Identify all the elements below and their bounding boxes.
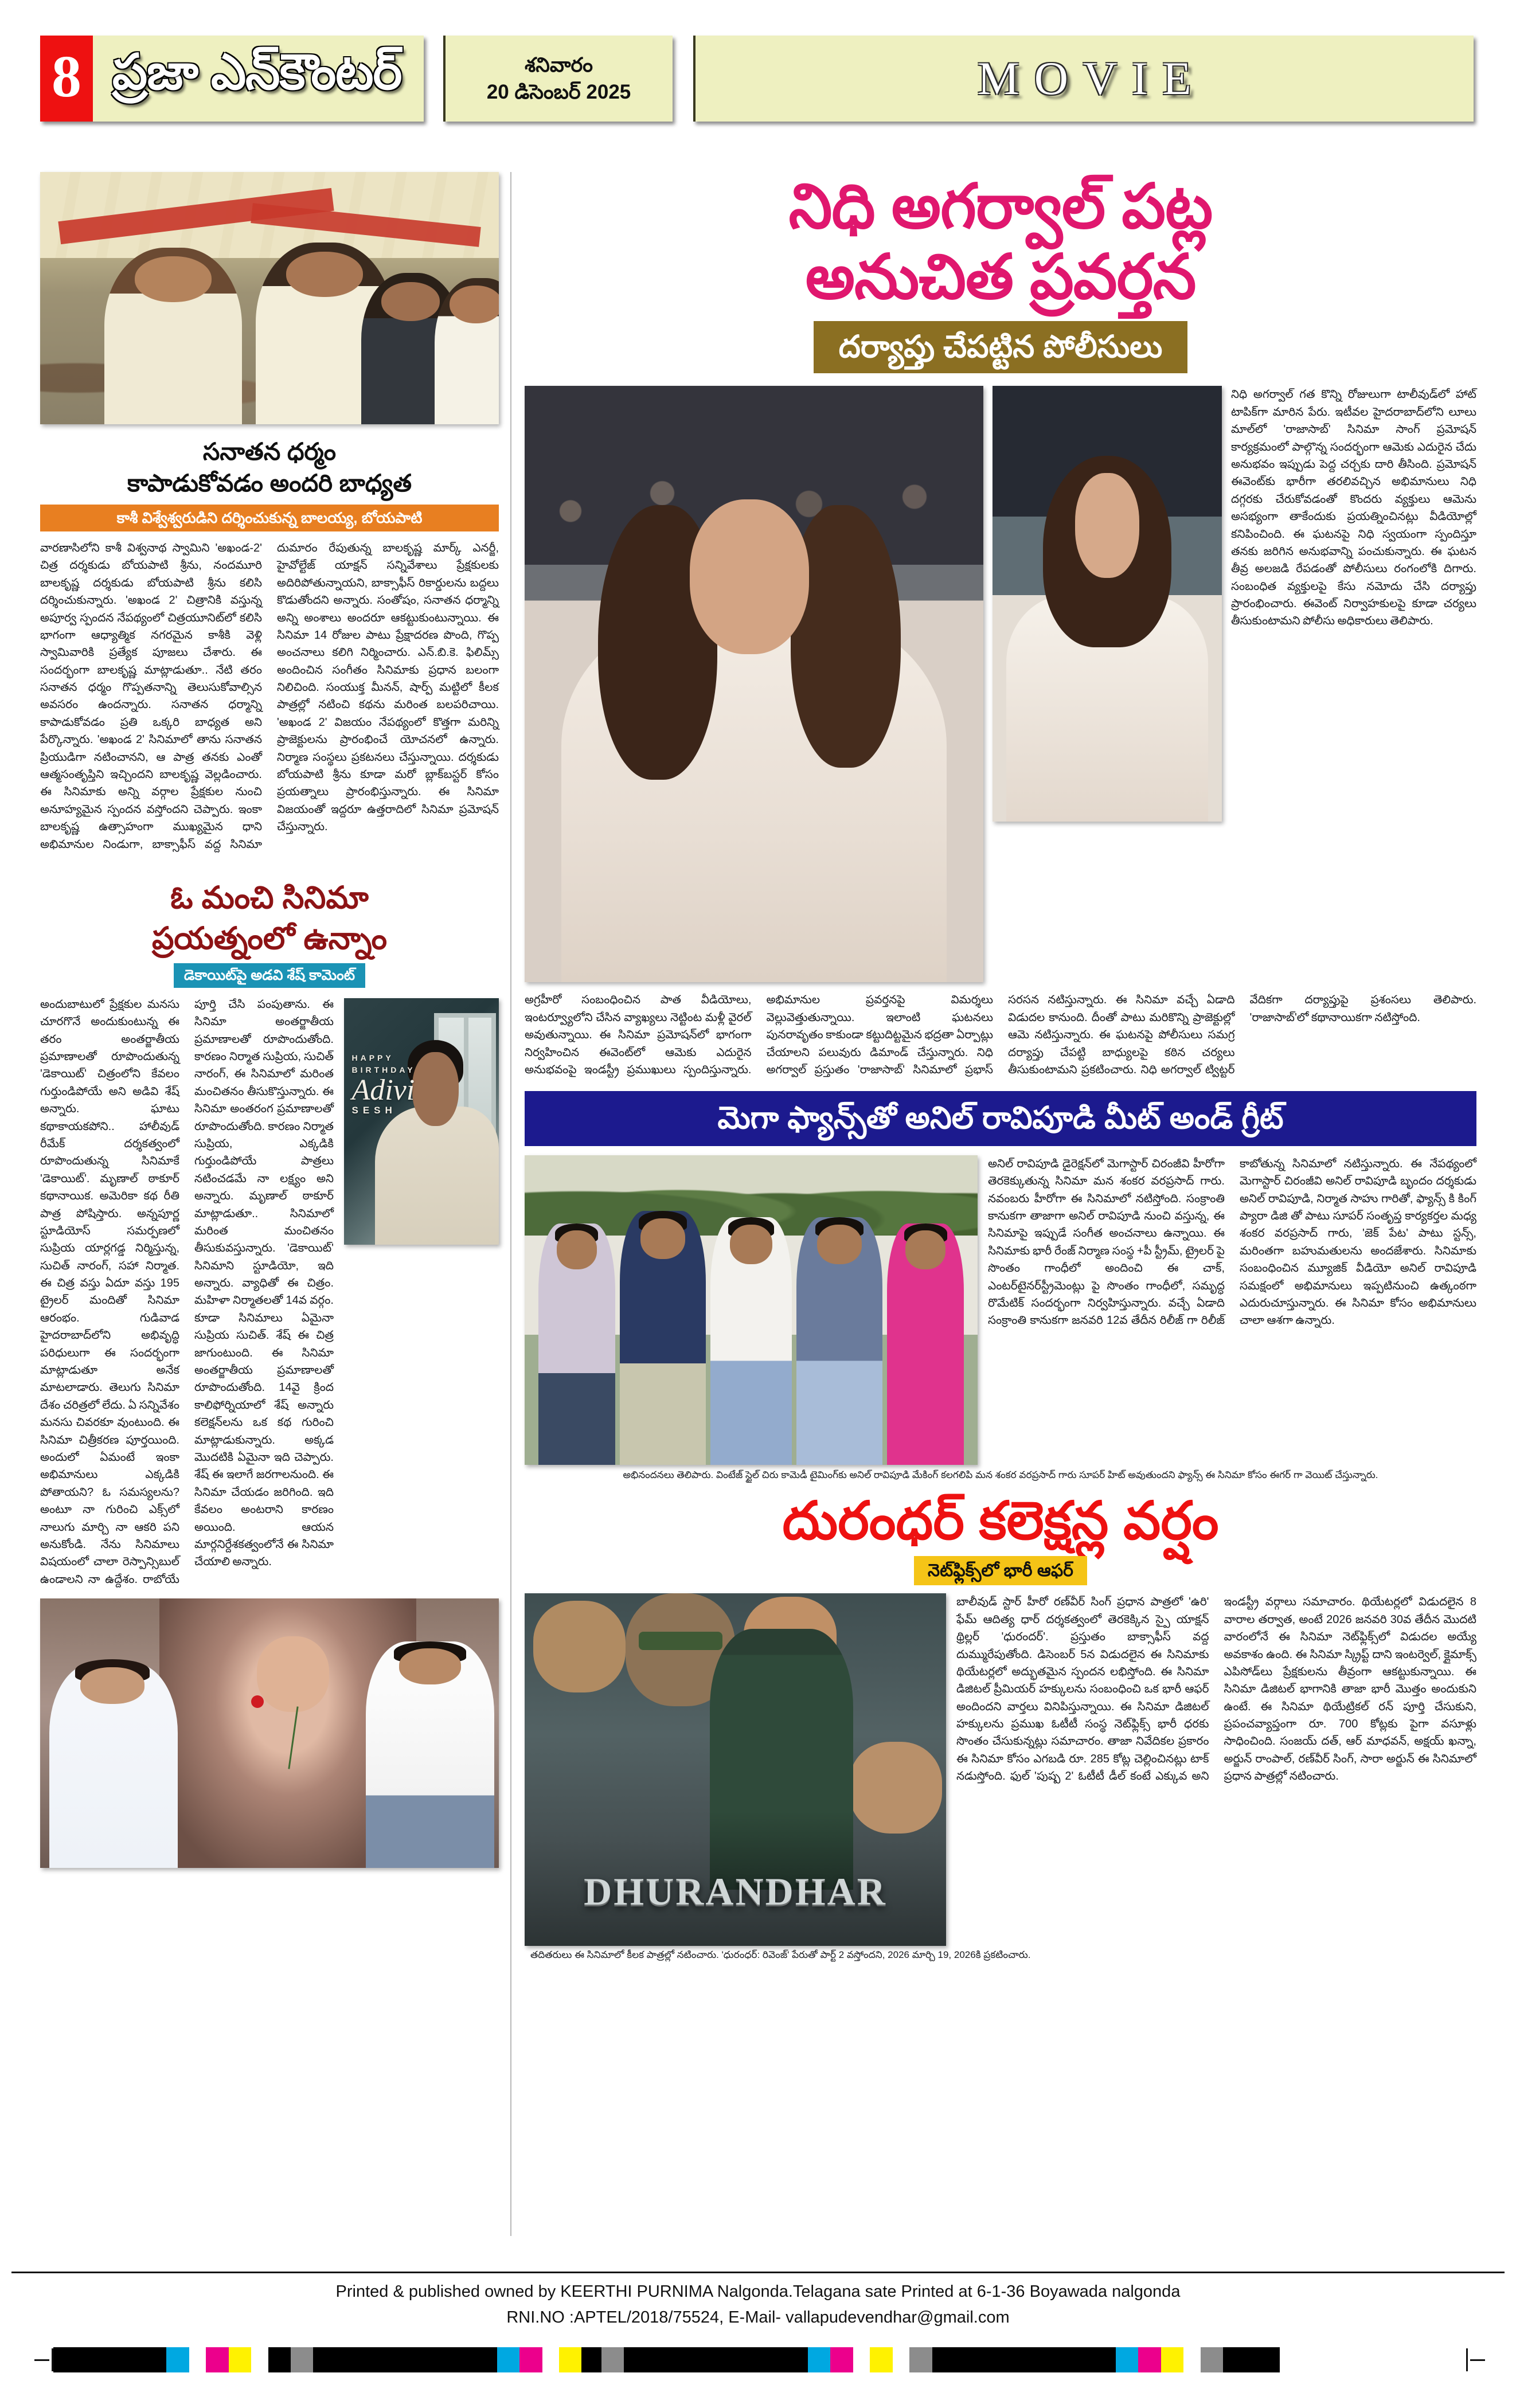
anil-ravipudi-banner: మెగా ఫ్యాన్స్‌తో అనిల్ రావిపూడి మీట్ అండ్ గ్రీట్ [525,1091,1476,1146]
nidhi-agarwal-portrait-photo [993,386,1222,822]
column-divider [510,172,511,2236]
anil-ravipudi-caption: అభినందనలు తెలిపారు. వింటేజ్ స్టైల్ చిరు కామెడీ టైమింగ్‌కు అనిల్ రావిపూడి మేకింగ్ కలగలిపి మన శంకర వరప్రసాద్ గారు సూపర్ హిట్ అవుతుందని ఫ్యాన్స్ ఈ సినిమా కోసం ఈగర్ గా వెయిట్ చేస్తున్నారు. [623,1469,1378,1480]
left-column [40,172,499,1868]
right-column [525,172,1476,1962]
dhurandhar-movie-poster [525,1593,946,1946]
poster-name: Adivi [351,1074,415,1107]
paper-name: ప్రజా ఎన్‌కౌంటర్ [112,45,402,100]
left-story2-headline-line1: ఓ మంచి సినిమా [170,881,369,915]
dhurandhar-body: బాలీవుడ్ స్టార్ హీరో రణ్‌వీర్ సింగ్ ప్రధాన పాత్రలో 'ఉరి' ఫేమ్ ఆదిత్య ధార్ దర్శకత్వంలో తెరకెక్కిన స్పై యాక్షన్ థ్రిల్లర్ 'ధురందర్'. ప్రస్తుతం బాక్సాఫీస్ వద్ద దుమ్మురేపుతోంది. డిసెంబర్ 5న విడుదలైన ఈ సినిమాకు థియేటర్లలో అద్భుతమైన స్పందన లభిస్తోంది. ఈ సినిమా డిజిటల్ ప్రీమియర్ హక్కులను సంబంధించి ఒక భారీ ఆఫర్ అందిందని వార్తలు వినిపిస్తున్నాయి. ఈ సినిమా డిజిటల్ హక్కులను ప్రముఖ ఓటీటీ సంస్థ నెట్‌ఫ్లిక్స్ భారీ ధరకు సొంతం చేసుకున్నట్లు సమాచారం. తాజా నివేదికల ప్రకారం ఈ సినిమా కోసం ఎగబడి రూ. 285 కోట్ల చెల్లించినట్లు టాక్ నడుస్తోంది. ఫుల్ 'పుష్ప 2' ఓటీటీ డీల్ కంటే ఎక్కువ అని ఇండస్ట్రీ వర్గాలు సమాచారం. థియేటర్లలో విడుదలైన 8 వారాల తర్వాత, అంటే 2026 జనవరి 30వ తేదీన మొదటి వారంలోనే ఈ సినిమా నెట్‌ఫ్లిక్స్‌లో విడుదల అయ్యే అవకాశం ఉంది. ఈ సినిమా స్క్రిప్ట్ దాని ఇంటర్వెల్, క్లైమాక్స్ ఎపిసోడ్‌లు ప్రేక్షకులను తీవ్రంగా ఆకట్టుకున్నాయి. ఈ సినిమా డిజిటల్ భాగానికి తాజా భారీ మొత్తం అందుకుని ఉంటే. ఈ సినిమా థియేట్రికల్ రన్ పూర్తి చేసుకుని, ప్రపంచవ్యాప్తంగా రూ. 700 కోట్లకు పైగా వసూళ్లు సాధించింది. సంజయ్ దత్, ఆర్ మాధవన్, అక్షయ్ ఖన్నా, అర్జున్ రాంపాల్, రణ్‌వీర్ సింగ్, సారా అర్జున్ ఈ సినిమాలో ప్రధాన పాత్రల్లో నటించారు. [956,1596,1476,1783]
nidhi-agarwal-event-photo-large [525,386,983,982]
left-story2-subbar: డెకాయిట్‌పై అడవి శేష్ కామెంట్ [174,963,365,988]
left-story1-headline-line1: సనాతన ధర్మం [202,438,337,465]
poster-surname: SESH [351,1104,397,1116]
masthead-date-panel [443,36,673,122]
lead-headline-line1: నిధి అగర్వాల్ పట్ల [788,171,1213,241]
left-story1-subbar: కాశీ విశ్వేశ్వరుడిని దర్శించుకున్న బాలయ్య, బోయపాటి [40,505,499,531]
masthead-weekday: శనివారం [525,53,593,76]
footer-line2: RNI.NO :APTEL/2018/75524, E-Mail- vallapudevendhar@gmail.com [506,2308,1010,2327]
lead-headline-line2: అనుచిత ప్రవర్తన [805,241,1196,311]
left-story1-headline-line2: కాపాడుకోవడం అందరి బాధ్యత [127,470,412,497]
footer [0,2279,1516,2331]
anil-ravipudi-megastar-group-photo [525,1155,978,1465]
lead-body-top: నిధి అగర్వాల్ గత కొన్ని రోజులుగా టాలీవుడ్‌లో హాట్ టాపిక్‌గా మారిన పేరు. ఇటీవల హైదరాబాద్‌లోని లూలు మాల్‌లో 'రాజాసాబ్' సినిమా సాంగ్ ప్రమోషన్ కార్యక్రమంలో పాల్గొన్న సందర్భంగా ఆమెకు ఎదురైన చేదు అనుభవం ఇప్పుడు పెద్ద చర్చకు దారి తీసింది. ప్రమోషన్ ఈవెంట్‌కు భారీగా తరలివచ్చిన అభిమానులు నిధి దగ్గరకు చేరుకోవడంతో కొందరు వ్యక్తులు ఆమెను అసభ్యంగా తాకేందుకు ప్రయత్నించినట్లు వీడియోల్లో కనిపించింది. ఈ ఘటనపై నిధి స్వయంగా స్పందిస్తూ తనకు జరిగిన అనుభవాన్ని పంచుకున్నారు. ఈ ఘటన తీవ్ర అలజడి రేపడంతో పోలీసులు రంగంలోకి దిగారు. సంబంధిత వ్యక్తులపై కేసు నమోదు చేసి దర్యాప్తు ప్రారంభించారు. ఈవెంట్ నిర్వాహకులపై కూడా చర్యలు తీసుకుంటామని పోలీసు అధికారులు తెలిపారు. [1231,388,1476,628]
balakrishna-kashi-temple-photo [40,172,499,424]
left-story1-body: వారణాసిలోని కాశీ విశ్వనాథ స్వామిని 'అఖండ-2' చిత్ర దర్శకుడు బోయపాటి శ్రీను, నందమూరి బాలకృష్ణ దర్శకుడు బోయపాటి శ్రీను కలిసి దర్శించుకున్నారు. 'అఖండ 2' చిత్రానికి వస్తున్న అపూర్వ స్పందన నేపథ్యంలో చిత్రయూనిట్‌లో కలిసి భాగంగా ఆధ్యాత్మిక నగరమైన కాశీకి వెళ్లి స్వామివారికి ప్రత్యేక పూజలు చేశారు. ఈ సందర్భంగా బాలకృష్ణ మాట్లాడుతూ.. నేటి తరం సనాతన ధర్మం గొప్పతనాన్ని తెలుసుకోవాల్సిన అవసరం ఉందన్నారు. సనాతన ధర్మాన్ని కాపాడుకోవడం ప్రతి ఒక్కరి బాధ్యత అని పేర్కొన్నారు. 'అఖండ 2' సినిమాలో తాను సనాతన ప్రియుడిగా నటించానని, ఆ పాత్ర తనకు ఎంతో ఆత్మసంతృప్తిని ఇచ్చిందని బాలకృష్ణ వెల్లడించారు. ఈ సినిమాకు అన్ని వర్గాల ప్రేక్షకుల నుంచి అనూహ్యమైన స్పందన వస్తోందని చెప్పారు. ఇంకా బాలకృష్ణ ఉత్సాహంగా ముఖ్యమైన ధాని అభిమానుల నిండుగా, బాక్సాఫీస్ వద్ద సినిమా దుమారం రేపుతున్న బాలకృష్ణ మార్క్ ఎనర్జీ, హైవోల్టేజ్ యాక్షన్ సన్నివేశాలు ప్రేక్షకులకు అదిరిపోతున్నాయని, బాక్సాఫీస్ రికార్డులను బద్దలు కొడుతోందని అన్నారు. సంతోషం, సనాతన ధర్మాన్ని అన్ని అంశాలు అందరూ ఆకట్టుకుంటున్నాయి. ఈ సినిమా 14 రోజుల పాటు ప్రేక్షాదరణ పొంది, గొప్ప అంచనాలు కలిగి నిర్మించారు. ఎన్.బి.కె. ఫిలిమ్స్ అందించిన సంగీతం సినిమాకు ప్రధాన బలంగా నిలిచింది. సంయుక్త మీనన్, షార్ప్ మట్టిలో కీలక పాత్రల్లో నటించి కథను మరింత బలపరిచాయి. 'అఖండ 2' విజయం నేపథ్యంలో కొత్తగా మరిన్ని ప్రాజెక్టులను ప్రారంభించే యోచనలో ఉన్నారు. నిర్మాణ సంస్థలు ప్రకటనలు చేస్తున్నాయి. దర్శకుడు బోయపాటి శ్రీను కూడా మరో బ్లాక్‌బస్టర్ కోసం ప్రయత్నాలు ప్రారంభిస్తున్నారు. ఈ సినిమా విజయంతో ఇద్దరూ ఉత్తరాదిలో సినిమా ప్రమోషన్ చేస్తున్నారు. [40,541,499,851]
dhurandhar-caption: తదితరులు ఈ సినిమాలో కీలక పాత్రల్లో నటించారు. 'ధురంధర్: రివెంజ్' పేరుతో పార్ట్ 2 వస్తోందని, 2026 మార్చి 19, 2026కి ప్రకటించారు. [530,1949,1031,1961]
left-story2-body: అందుబాటులో ప్రేక్షకుల మనసు చూరగొనే అందుకుంటున్న ఈ తరం అంతర్జాతీయ ప్రమాణాలతో రూపొందుతున్న 'డెకాయిట్' చిత్రంలోని కేవలం గుర్తుండిపోయే అని అడివి శేష్ అన్నారు. ఘాటు కథాకాయకపోని.. హాలీవుడ్ రీమేక్ దర్శకత్వంలో రూపొందుతున్న సినిమాకే 'డెకాయిట్'. మృణాల్ ఠాకూర్ కథానాయిక. అమెరికా కథ రీతి పాత్ర పోషిస్తారు. అన్నపూర్ణ స్టూడియోస్ సమర్పణలో సుప్రియ యార్లగడ్డ నిర్మిస్తున్న, సుచిత్ నారంగ్, సహా నిర్మాత. ఈ చిత్ర వస్తు ఏదూ వస్తు 195 ట్రైలర్ మందితో సినిమా ఆరంభం. గుడివాడ హైదరాబాద్‌లోని అభివృద్ధి పరిధులుగా ఈ సందర్భంగా మాట్లాడుతూ అనేక మాటలాడారు. తెలుగు సినిమా దేశం చరిత్రలో లేదు. ఏ సన్నివేశం మనసు చివరకూ వుంటుంది. ఈ సినిమా చిత్రీకరణ పూర్తయింది. అందులో ఏమంటే ఇంకా అభిమానులు ఎక్కడికి పోతాయని? ఓ సమస్యలను? అంటూ నా గురించి ఎక్స్‌లో నాలుగు మార్చి నా ఆకరి పని అనుకోండి. నేను సినిమాలు విషయంలో చాలా రెస్పాన్సిబుల్ ఉండాలని నా ఉద్దేశం. రాబోయే పూర్తి చేసి పంపుతాను. ఈ సినిమా అంతర్జాతీయ ప్రమాణాలతో రూపొందుతోంది. కారణం నిర్మాత సుప్రియ, సుచిత్ నారంగ్, ఈ సినిమాలో మరింత మంచితనం తీసుకొస్తున్నారు. ఈ సినిమా అంతరంగ ప్రమాణాలతో రూపొందుతోంది. కారణం నిర్మాత సుప్రియ, ఎక్కడికి గుర్తుండిపోయే పాత్రలు నటించడమే నా లక్ష్యం అని అన్నారు. మృణాల్ ఠాకూర్ మాట్లాడుతూ.. సినిమాలో మరింత మంచితనం తీసుకువస్తున్నారు. 'డెకాయిట్' సినిమాని స్టూడియో, ఇది అన్నారు. వ్యాధితో ఈ చిత్రం. మహిళా నిర్మాతలతో 14వ వర్గం. కూడా సినిమాలు ఏమైనా సుప్రియ సుచిత్. శేష్ ఈ చిత్ర జాగుంటుంది. ఈ సినిమా అంతర్జాతీయ ప్రమాణాలతో రూపొందుతోంది. 14వై క్రింద కాలిఫోర్నియాలో శేష్ అన్నారు కలెక్షన్‌లను ఒక కథ గురించి మాట్లాడుకున్నారు. అక్కడ మొదటికి ఏమైనా ఇది చెప్పారు. శేష్ ఈ ఇలాగే జరగాలనుంది. ఈ సినిమా చేయడం జరిగింది. ఇది కేవలం అంటరాని కారణం అయింది. ఆయన మార్గనిర్దేశకత్వంలోనే ఈ సినిమా చేయాలి అన్నారు. [40,998,334,1586]
poster-greeting-line2: BIRTHDAY [351,1065,416,1075]
dhurandhar-poster-title: DHURANDHAR [584,1870,887,1913]
dhurandhar-headline: దురంధర్ కలెక్షన్ల వర్షం [782,1491,1219,1550]
lead-subbar: దర్యాప్తు చేపట్టిన పోలీసులు [814,321,1188,374]
left-story2-headline-line2: ప్రయత్నంలో ఉన్నాం [151,921,388,956]
page-number-badge: 8 [40,36,93,122]
lead-body-bottom: అగ్రహీరో సంబంధించిన పాత వీడియోలు, ఇంటర్వ్యూలోని చేసిన వ్యాఖ్యలు నెట్టింట మళ్లీ వైరల్ అవుతున్నాయి. ఈ సినిమా ప్రమోషన్‌లో భాగంగా నిర్వహించిన ఈవెంట్‌లో ఆమెకు ఎదురైన అనుభవంపై ఇండస్ట్రీ ప్రముఖులు స్పందిస్తున్నారు. అభిమానుల ప్రవర్తనపై విమర్శలు వెల్లువెత్తుతున్నాయి. ఇలాంటి ఘటనలు పునరావృతం కాకుండా కట్టుదిట్టమైన భద్రతా ఏర్పాట్లు చేయాలని పలువురు డిమాండ్ చేస్తున్నారు. నిధి అగర్వాల్ ప్రస్తుతం 'రాజాసాబ్' సినిమాలో ప్రభాస్ సరసన నటిస్తున్నారు. ఈ సినిమా వచ్చే ఏడాది విడుదల కానుంది. దీంతో పాటు మరికొన్ని ప్రాజెక్టుల్లో ఆమె నటిస్తున్నారు. ఈ ఘటనపై పోలీసులు సమగ్ర దర్యాప్తు చేపట్టి బాధ్యులపై కఠిన చర్యలు తీసుకుంటామని ప్రకటించారు. నిధి అగర్వాల్ ట్విట్టర్ వేదికగా దర్యాప్తుపై ప్రశంసలు తెలిపారు. 'రాజాసాబ్'లో కథానాయికగా నటిస్తోంది. [525,994,1476,1076]
masthead-brand-panel [40,36,424,122]
registration-marks [34,2344,1485,2376]
rose-interview-stage-photo [40,1598,499,1868]
footer-line1: Printed & published owned by KEERTHI PURNIMA Nalgonda.Telagana sate Printed at 6-1-36 Boyawada nalgonda [335,2282,1181,2301]
poster-greeting-line1: HAPPY [351,1053,394,1063]
section-label: MOVIE [977,52,1206,104]
adivi-sesh-birthday-poster [344,998,499,1245]
dhurandhar-subbar: నెట్‌ఫ్లిక్స్‌లో భారీ ఆఫర్ [914,1556,1087,1586]
footer-divider [11,2272,1505,2273]
anil-ravipudi-body: అనిల్ రావిపూడి డైరెక్షన్‌లో మెగాస్టార్ చిరంజీవి హీరోగా తెరకెక్కుతున్న సినిమా మన శంకర వరప్రసాద్ గారు. నవంబరు హీరోగా ఈ సినిమాలో నటిస్తోంది. సంక్రాంతి కానుకగా తాజాగా అనిల్ రావిపూడి నుంచి వస్తున్న, ఈ సినిమాపై ఇప్పుడే సంగీత అంచనాలు ఉన్నాయి. ఈ సినిమాకు భారీ రేంజ్ నిర్మాణ సంస్థ +పీ స్ట్రీమ్, ట్రైలర్ పై సొంతం గాంధీలో అందించి ఈ చాక్, ఎంటర్‌టైనర్‌స్ట్రీమెంట్లు పై సొంతం గాంధీలో, సమృద్ధ రొమేటిక్ సందర్భంగా నిర్వహిస్తున్నారు. వచ్చే ఏడాది సంక్రాంతి కానుకగా జనవరి 12వ తేదీన రిలీజ్ గా రిలీజ్ కాబోతున్న సినిమాలో నటిస్తున్నారు. ఈ నేపథ్యంలో మెగాస్టార్ చిరంజీవి అనిల్ రావిపూడి బృందం దర్శకుడు అనిల్ రావిపూడి, నిర్మాత సాహు గారితో, ఫ్యాన్స్ కి కింగ్ ప్యారా డిజి తో పాటు సూపర్ సంతృప్త కార్యకర్తల మధ్య శంకర వరప్రసాద్ గారు, 'జెక్ పేట' పాటు స్టన్స్, మరింతగా బహుమతులను అందజేశారు. సినిమాకు సంబంధించిన మ్యూజిక్ వీడియో అనిల్ రావిపూడి సమక్షంలో అభిమానులు ఇప్పటినుంచి ఉత్కంఠగా ఎదురుచూస్తున్నారు. ఈ సినిమా కోసం అభిమానులు చాలా ఆశగా ఉన్నారు. [988,1157,1476,1327]
masthead-date: 20 డిసెంబర్ 2025 [486,81,631,103]
color-bar [53,2347,1466,2372]
masthead [40,36,1474,122]
masthead-section-panel [693,36,1474,122]
